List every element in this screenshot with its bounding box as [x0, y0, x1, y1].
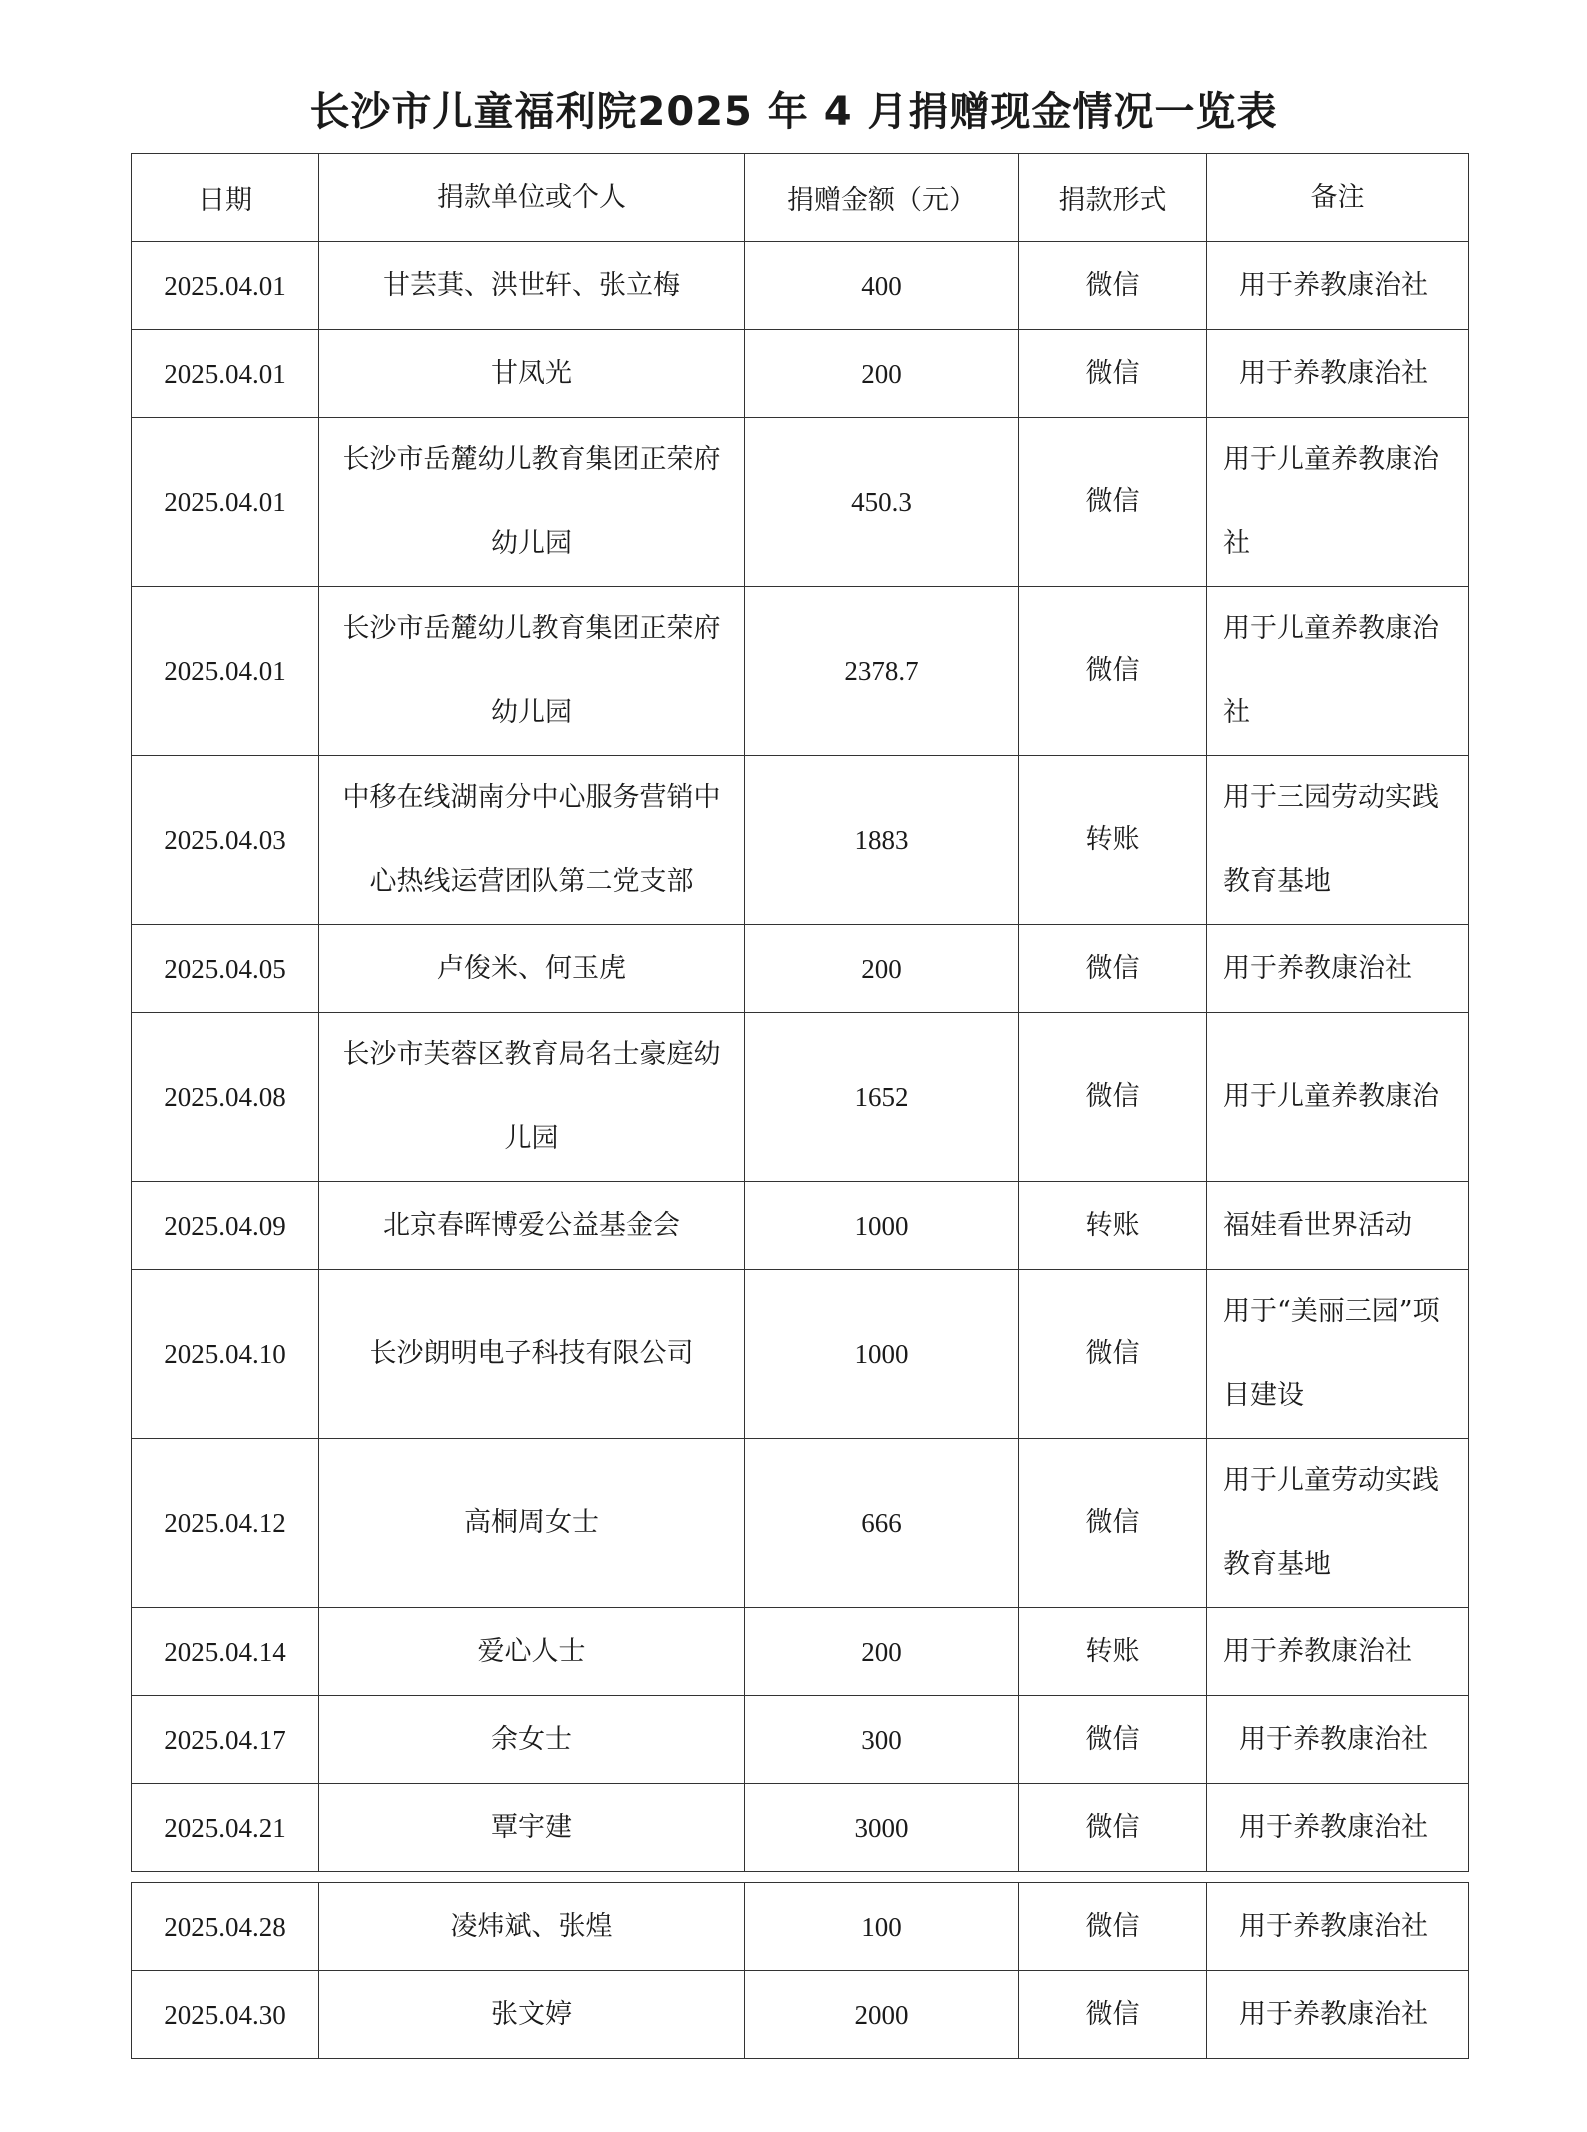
cell-date: 2025.04.08 [132, 1013, 319, 1182]
table-row [132, 756, 1469, 925]
cell-remark: 用于儿童养教康治 [1207, 1013, 1469, 1182]
cell-date: 2025.04.12 [132, 1439, 319, 1608]
cell-remark: 用于养教康治社 [1207, 1608, 1469, 1696]
cell-remark: 用于养教康治社 [1207, 1971, 1469, 2059]
cell-method: 微信 [1019, 1971, 1207, 2059]
cell-date: 2025.04.03 [132, 756, 319, 925]
cell-method: 微信 [1019, 418, 1207, 587]
cell-method: 转账 [1019, 1608, 1207, 1696]
cell-remark: 用于养教康治社 [1207, 925, 1469, 1013]
cell-amount: 2000 [745, 1971, 1019, 2059]
table-row [132, 1608, 1469, 1696]
cell-method: 转账 [1019, 756, 1207, 925]
cell-amount: 3000 [745, 1784, 1019, 1872]
cell-remark: 用于养教康治社 [1207, 242, 1469, 330]
cell-amount: 200 [745, 1608, 1019, 1696]
header-donor: 捐款单位或个人 [319, 154, 745, 242]
cell-date: 2025.04.17 [132, 1696, 319, 1784]
cell-method: 微信 [1019, 1784, 1207, 1872]
table-row [132, 242, 1469, 330]
cell-method: 微信 [1019, 242, 1207, 330]
cell-amount: 1652 [745, 1013, 1019, 1182]
cell-remark: 用于儿童劳动实践教育基地 [1207, 1439, 1469, 1608]
cell-amount: 100 [745, 1883, 1019, 1971]
header-date: 日期 [132, 154, 319, 242]
cell-remark: 福娃看世界活动 [1207, 1182, 1469, 1270]
cell-amount: 2378.7 [745, 587, 1019, 756]
table-row [132, 1270, 1469, 1439]
cell-remark: 用于儿童养教康治社 [1207, 418, 1469, 587]
cell-method: 转账 [1019, 1182, 1207, 1270]
cell-donor: 覃宇建 [319, 1784, 745, 1872]
cell-donor: 高桐周女士 [319, 1439, 745, 1608]
header-amount: 捐赠金额（元） [745, 154, 1019, 242]
cell-date: 2025.04.10 [132, 1270, 319, 1439]
donation-table-continued [131, 1882, 1469, 2059]
cell-amount: 300 [745, 1696, 1019, 1784]
cell-remark: 用于养教康治社 [1207, 330, 1469, 418]
cell-donor: 中移在线湖南分中心服务营销中心热线运营团队第二党支部 [319, 756, 745, 925]
cell-donor: 张文婷 [319, 1971, 745, 2059]
cell-date: 2025.04.09 [132, 1182, 319, 1270]
cell-donor: 长沙市芙蓉区教育局名士豪庭幼儿园 [319, 1013, 745, 1182]
cell-amount: 666 [745, 1439, 1019, 1608]
cell-date: 2025.04.01 [132, 587, 319, 756]
cell-date: 2025.04.01 [132, 330, 319, 418]
cell-date: 2025.04.05 [132, 925, 319, 1013]
cell-date: 2025.04.21 [132, 1784, 319, 1872]
cell-amount: 200 [745, 925, 1019, 1013]
cell-date: 2025.04.01 [132, 418, 319, 587]
cell-amount: 1000 [745, 1182, 1019, 1270]
table-row [132, 1883, 1469, 1971]
cell-amount: 1883 [745, 756, 1019, 925]
cell-method: 微信 [1019, 925, 1207, 1013]
cell-donor: 甘芸萁、洪世轩、张立梅 [319, 242, 745, 330]
page-title: 长沙市儿童福利院2025 年 4 月捐赠现金情况一览表 [309, 89, 1278, 135]
cell-date: 2025.04.28 [132, 1883, 319, 1971]
table-row [132, 925, 1469, 1013]
table-row [132, 418, 1469, 587]
cell-amount: 450.3 [745, 418, 1019, 587]
cell-method: 微信 [1019, 1696, 1207, 1784]
cell-method: 微信 [1019, 1270, 1207, 1439]
cell-method: 微信 [1019, 1013, 1207, 1182]
table-row [132, 1784, 1469, 1872]
cell-donor: 长沙朗明电子科技有限公司 [319, 1270, 745, 1439]
donation-table [131, 153, 1469, 1872]
cell-amount: 200 [745, 330, 1019, 418]
table-row [132, 330, 1469, 418]
table-row [132, 1971, 1469, 2059]
table-header-row [132, 154, 1469, 242]
table-row [132, 1696, 1469, 1784]
header-method: 捐款形式 [1019, 154, 1207, 242]
table-row [132, 587, 1469, 756]
header-remark: 备注 [1207, 154, 1469, 242]
cell-donor: 北京春晖博爱公益基金会 [319, 1182, 745, 1270]
cell-remark: 用于“美丽三园”项目建设 [1207, 1270, 1469, 1439]
table-row [132, 1439, 1469, 1608]
table-row [132, 1013, 1469, 1182]
cell-remark: 用于儿童养教康治社 [1207, 587, 1469, 756]
cell-donor: 长沙市岳麓幼儿教育集团正荣府幼儿园 [319, 418, 745, 587]
cell-donor: 卢俊米、何玉虎 [319, 925, 745, 1013]
cell-remark: 用于养教康治社 [1207, 1883, 1469, 1971]
cell-donor: 余女士 [319, 1696, 745, 1784]
cell-remark: 用于三园劳动实践教育基地 [1207, 756, 1469, 925]
cell-donor: 爱心人士 [319, 1608, 745, 1696]
cell-amount: 400 [745, 242, 1019, 330]
cell-donor: 凌炜斌、张煌 [319, 1883, 745, 1971]
cell-remark: 用于养教康治社 [1207, 1696, 1469, 1784]
cell-date: 2025.04.14 [132, 1608, 319, 1696]
cell-method: 微信 [1019, 587, 1207, 756]
cell-method: 微信 [1019, 1883, 1207, 1971]
cell-remark: 用于养教康治社 [1207, 1784, 1469, 1872]
cell-date: 2025.04.30 [132, 1971, 319, 2059]
cell-donor: 长沙市岳麓幼儿教育集团正荣府幼儿园 [319, 587, 745, 756]
cell-amount: 1000 [745, 1270, 1019, 1439]
table-row [132, 1182, 1469, 1270]
cell-donor: 甘凤光 [319, 330, 745, 418]
cell-date: 2025.04.01 [132, 242, 319, 330]
cell-method: 微信 [1019, 1439, 1207, 1608]
cell-method: 微信 [1019, 330, 1207, 418]
